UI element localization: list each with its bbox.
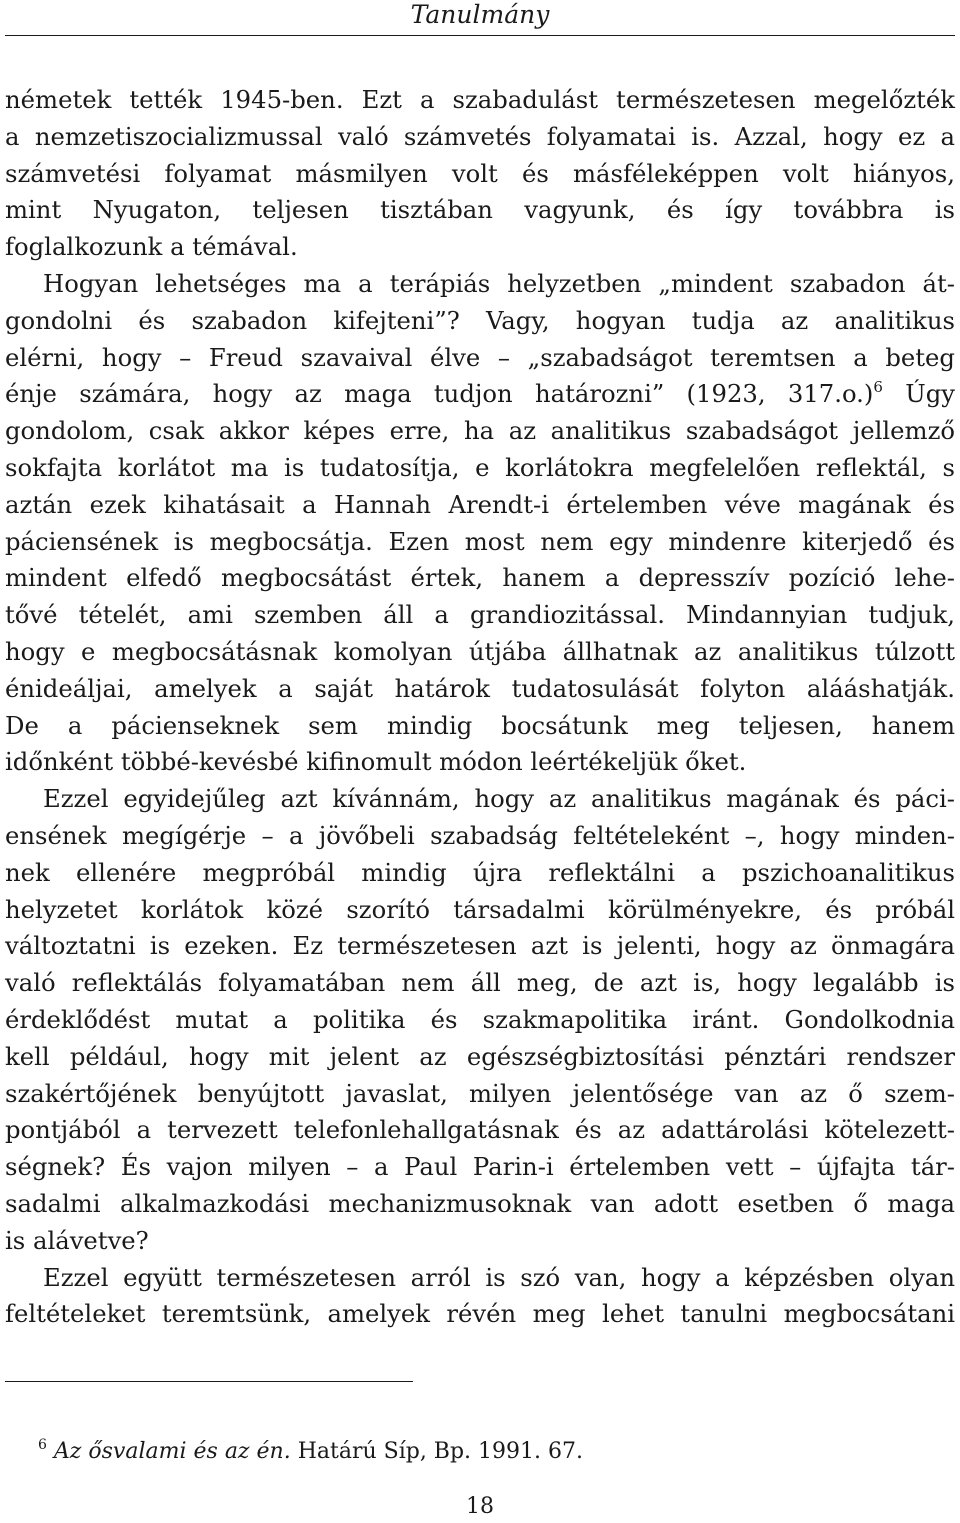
- text-line: sadalmi alkalmazkodási mechanizmusoknak van adott esetben ő maga: [5, 1188, 955, 1218]
- text-line: a nemzetiszocializmussal való számvetés folyamatai is. Azzal, hogy ez a: [5, 121, 955, 151]
- text-line: gondolom, csak akkor képes erre, ha az analitikus szabadságot jellemző: [5, 416, 955, 446]
- text-line: tővé tételét, ami szemben áll a grandiozitással. Mindannyian tudjuk,: [5, 600, 955, 630]
- text-line: Hogyan lehetséges ma a terápiás helyzetben „mindent szabadon át-: [43, 268, 955, 298]
- text-line: feltételeket teremtsünk, amelyek révén meg lehet tanulni megbocsátani: [5, 1299, 955, 1329]
- text-line: érdeklődést mutat a politika és szakmapolitika iránt. Gondolkodnia: [5, 1004, 955, 1034]
- text-line: De a pácienseknek sem mindig bocsátunk meg teljesen, hanem: [5, 710, 955, 740]
- text-line: mint Nyugaton, teljesen tisztában vagyunk, és így továbbra is: [5, 195, 955, 225]
- text-line: németek tették 1945-ben. Ezt a szabadulást természetesen megelőzték: [5, 85, 955, 114]
- text-line: szakértőjének benyújtott javaslat, milyen jelentősége van az ő szem-: [5, 1078, 955, 1108]
- header-rule: [5, 35, 955, 36]
- text-line: páciensének is megbocsátja. Ezen most nem egy mindenre kiterjedő és: [5, 526, 955, 556]
- footnote-title: Az ősvalami és az én.: [53, 1439, 291, 1464]
- running-header: Tanulmány: [410, 0, 550, 29]
- footnote-text: Határú Síp, Bp. 1991. 67.: [290, 1439, 584, 1464]
- text-line: ensének megígérje – a jövőbeli szabadság feltételeként –, hogy minden-: [5, 820, 955, 850]
- footnote-marker: 6: [38, 1437, 47, 1453]
- text-line: kell például, hogy mit jelent az egészségbiztosítási pénztári rendszer: [5, 1041, 955, 1071]
- text-line: változtatni is ezeken. Ez természetesen azt is jelenti, hogy az önmagára: [5, 931, 955, 961]
- text-line: helyzetet korlátok közé szorító társadalmi körülményekre, és próbál: [5, 894, 955, 924]
- body-text: [5, 82, 955, 1333]
- footnote-rule: [5, 1381, 413, 1382]
- footnote: [38, 1437, 583, 1467]
- text-line: nek ellenére megpróbál mindig újra reflektálni a pszichoanalitikus: [5, 857, 955, 887]
- text-line: foglalkozunk a témával.: [5, 232, 298, 262]
- text-line: való reflektálás folyamatában nem áll meg, de azt is, hogy legalább is: [5, 968, 955, 998]
- text-line: mindent elfedő megbocsátást értek, hanem a depresszív pozíció lehe-: [5, 563, 955, 593]
- text-segment: énje számára, hogy az maga tudjon határozni” (1923, 317.o.): [5, 379, 874, 409]
- text-line: Ezzel együtt természetesen arról is szó van, hogy a képzésben olyan: [43, 1262, 955, 1292]
- text-line: ségnek? És vajon milyen – a Paul Parin-i értelemben vett – újfajta tár-: [5, 1152, 955, 1182]
- text-line: pontjából a tervezett telefonlehallgatásnak és az adattárolási kötelezett-: [5, 1115, 955, 1145]
- text-line: aztán ezek kihatásait a Hannah Arendt-i értelemben véve magának és: [5, 489, 955, 519]
- text-line: elérni, hogy – Freud szavaival élve – „szabadságot teremtsen a beteg: [5, 342, 955, 372]
- text-line: énideáljai, amelyek a saját határok tudatosulását folyton alááshatják.: [5, 673, 955, 703]
- page-number: 18: [466, 1494, 494, 1519]
- footnote-reference[interactable]: 6: [873, 378, 883, 397]
- text-line: sokfajta korlátot ma is tudatosítja, e korlátokra megfelelően reflektál, s: [5, 452, 955, 482]
- text-line: gondolni és szabadon kifejteni”? Vagy, hogyan tudja az analitikus: [5, 305, 955, 335]
- text-line-with-footnote-ref: [5, 376, 955, 413]
- text-line: számvetési folyamat másmilyen volt és másféleképpen volt hiányos,: [5, 158, 955, 188]
- text-line: hogy e megbocsátásnak komolyan útjába állhatnak az analitikus túlzott: [5, 636, 955, 666]
- text-segment: Úgy: [882, 379, 955, 409]
- text-line: időnként többé-kevésbé kifinomult módon leértékeljük őket.: [5, 747, 747, 777]
- text-line: Ezzel egyidejűleg azt kívánnám, hogy az analitikus magának és páci-: [43, 784, 955, 814]
- text-line: is alávetve?: [5, 1225, 149, 1255]
